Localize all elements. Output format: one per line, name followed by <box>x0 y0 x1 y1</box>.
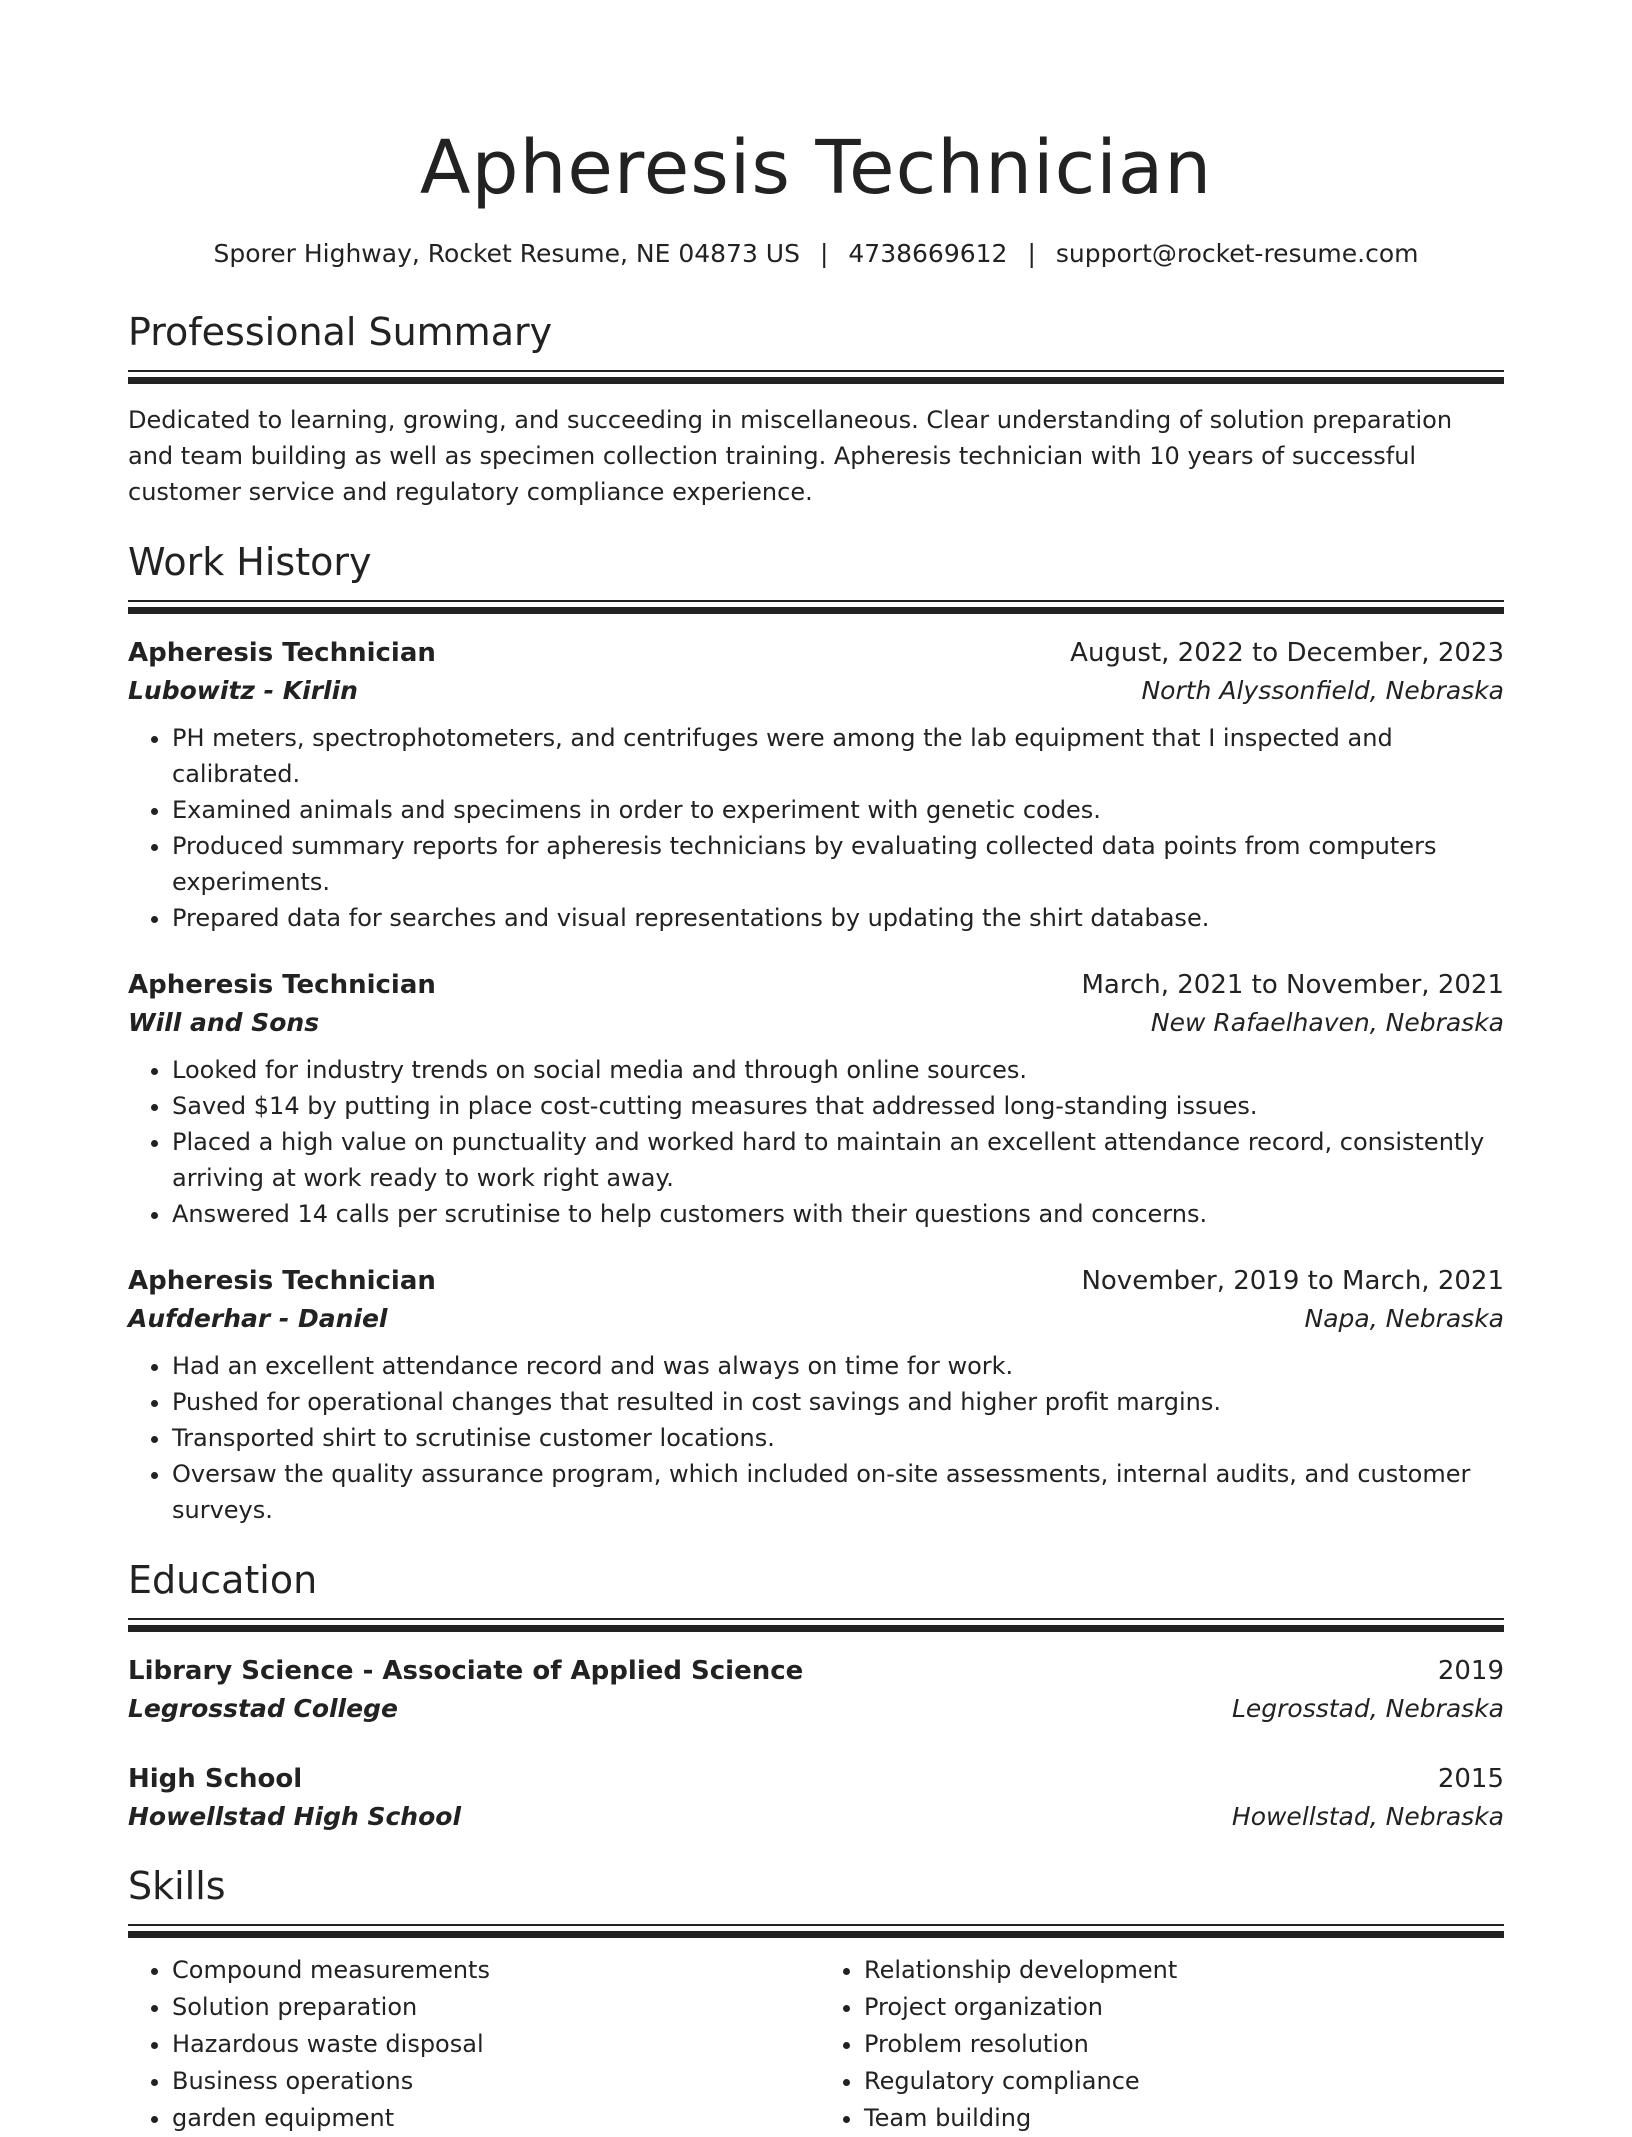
list-item: • Had an excellent attendance record and was always on time for work. <box>172 1348 1504 1384</box>
skills-list-left <box>128 1952 816 2137</box>
contact-separator: | <box>1027 239 1036 268</box>
resume-name: Apheresis Technician <box>419 125 1213 211</box>
education-degree: High School <box>128 1764 303 1794</box>
section-divider <box>128 370 1504 372</box>
job-entry <box>128 1262 1504 1528</box>
list-item: • PH meters, spectrophotometers, and centrifuges were among the lab equipment that I inspected and calibrated. <box>172 720 1504 792</box>
list-item: • Oversaw the quality assurance program, which included on-site assessments, internal audits, and customer surveys. <box>172 1456 1504 1528</box>
job-bullet-list <box>128 1052 1504 1232</box>
job-location: Napa, Nebraska <box>1304 1304 1504 1333</box>
work-history-section <box>128 538 1504 1528</box>
skill-item: • Business operations <box>172 2063 816 2100</box>
list-item: • Examined animals and specimens in order to experiment with genetic codes. <box>172 792 1504 828</box>
job-position: Apheresis Technician <box>128 1266 436 1296</box>
summary-text: Dedicated to learning, growing, and succeeding in miscellaneous. Clear understanding of solution preparation and team building as well as specimen collection training. Apheresis technician with 10 years of successful customer service and regulatory compliance experience. <box>128 406 1453 506</box>
job-dates: March, 2021 to November, 2021 <box>1081 970 1504 1000</box>
skill-item: • Team building <box>864 2100 1504 2137</box>
job-dates: August, 2022 to December, 2023 <box>1070 638 1504 668</box>
education-entry <box>128 1760 1504 1836</box>
education-degree: Library Science - Associate of Applied Science <box>128 1656 804 1686</box>
education-location: Howellstad, Nebraska <box>1231 1802 1504 1831</box>
job-entry <box>128 966 1504 1232</box>
skill-item: • garden equipment <box>172 2100 816 2137</box>
skills-list-right <box>816 1952 1504 2137</box>
skill-item: • Problem resolution <box>864 2026 1504 2063</box>
section-divider <box>128 1618 1504 1620</box>
job-location: North Alyssonfield, Nebraska <box>1141 676 1504 705</box>
education-entry <box>128 1652 1504 1728</box>
list-item: • Saved $14 by putting in place cost-cutting measures that addressed long-standing issues. <box>172 1088 1504 1124</box>
section-divider <box>128 607 1504 614</box>
job-dates: November, 2019 to March, 2021 <box>1081 1266 1504 1296</box>
section-title-summary: Professional Summary <box>128 310 553 354</box>
job-company: Aufderhar - Daniel <box>128 1304 388 1333</box>
list-item: • Placed a high value on punctuality and worked hard to maintain an excellent attendance record, consistently arriving at work ready to work right away. <box>172 1124 1504 1196</box>
job-bullet-list <box>128 1348 1504 1528</box>
resume-page <box>128 118 1504 2137</box>
education-school: Legrosstad College <box>128 1694 398 1723</box>
contact-separator: | <box>819 239 829 268</box>
section-divider <box>128 1931 1504 1938</box>
skill-item: • Regulatory compliance <box>864 2063 1504 2100</box>
list-item: • Produced summary reports for apheresis technicians by evaluating collected data points from computers experiments. <box>172 828 1504 900</box>
list-item: • Prepared data for searches and visual representations by updating the shirt database. <box>172 900 1504 936</box>
contact-address: Sporer Highway, Rocket Resume, NE 04873 US <box>213 239 800 268</box>
list-item: • Transported shirt to scrutinise customer locations. <box>172 1420 1504 1456</box>
section-divider <box>128 1625 1504 1632</box>
section-divider <box>128 600 1504 602</box>
list-item: • Looked for industry trends on social media and through online sources. <box>172 1052 1504 1088</box>
job-company: Will and Sons <box>128 1008 320 1037</box>
section-title-work-history: Work History <box>128 540 372 584</box>
skill-item: • Solution preparation <box>172 1989 816 2026</box>
education-year: 2015 <box>1437 1764 1504 1794</box>
skills-columns <box>128 1952 1504 2137</box>
contact-email: support@rocket-resume.com <box>1055 239 1419 268</box>
section-divider <box>128 377 1504 384</box>
contact-line <box>128 236 1504 272</box>
summary-section <box>128 308 1504 510</box>
job-position: Apheresis Technician <box>128 638 436 668</box>
list-item: • Pushed for operational changes that resulted in cost savings and higher profit margins. <box>172 1384 1504 1420</box>
section-title-education: Education <box>128 1558 318 1602</box>
skill-item: • Hazardous waste disposal <box>172 2026 816 2063</box>
section-divider <box>128 1924 1504 1926</box>
skill-item: • Relationship development <box>864 1952 1504 1989</box>
education-location: Legrosstad, Nebraska <box>1231 1694 1504 1723</box>
section-title-skills: Skills <box>128 1864 226 1908</box>
job-company: Lubowitz - Kirlin <box>128 676 358 705</box>
skills-section <box>128 1862 1504 2137</box>
job-entry <box>128 634 1504 936</box>
skill-item: • Project organization <box>864 1989 1504 2026</box>
contact-phone: 4738669612 <box>848 239 1008 268</box>
skill-item: • Compound measurements <box>172 1952 816 1989</box>
education-section <box>128 1556 1504 1836</box>
job-location: New Rafaelhaven, Nebraska <box>1150 1008 1504 1037</box>
job-position: Apheresis Technician <box>128 970 436 1000</box>
education-year: 2019 <box>1437 1656 1504 1686</box>
job-bullet-list <box>128 720 1504 936</box>
education-school: Howellstad High School <box>128 1802 462 1831</box>
list-item: • Answered 14 calls per scrutinise to help customers with their questions and concerns. <box>172 1196 1504 1232</box>
